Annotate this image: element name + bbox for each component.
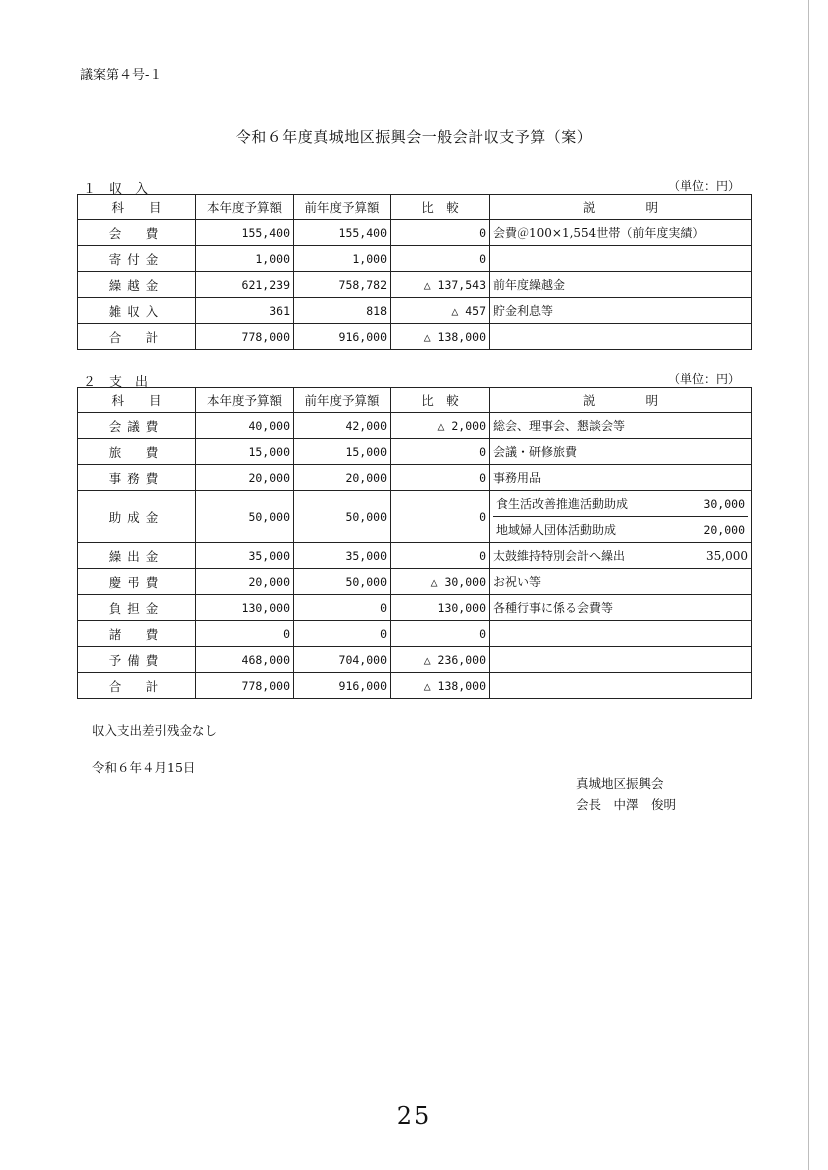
balance-remark: 収入支出差引残金なし	[92, 723, 218, 738]
row-item: 会議費	[78, 413, 196, 439]
row-diff: 0	[391, 439, 490, 465]
row-previous: 1,000	[294, 246, 391, 272]
header-diff: 比 較	[391, 195, 490, 220]
row-current: 20,000	[196, 465, 294, 491]
row-note	[490, 543, 752, 569]
expense-unit-label: （単位：円）	[667, 372, 740, 386]
row-previous: 0	[294, 595, 391, 621]
table-row	[78, 272, 752, 298]
table-row	[78, 621, 752, 647]
header-item: 科 目	[78, 388, 196, 413]
grant-note-text: 食生活改善推進活動助成	[496, 497, 629, 511]
row-note	[490, 491, 752, 543]
row-note-text: 太鼓維持特別会計へ繰出	[493, 549, 626, 563]
row-previous: 50,000	[294, 569, 391, 595]
row-item: 予備費	[78, 647, 196, 673]
table-row	[78, 246, 752, 272]
grant-note-amount: 30,000	[703, 496, 745, 511]
row-current: 15,000	[196, 439, 294, 465]
row-previous: 42,000	[294, 413, 391, 439]
row-item: 雑収入	[78, 298, 196, 324]
table-row	[78, 465, 752, 491]
header-previous: 前年度予算額	[294, 195, 391, 220]
income-unit-label: （単位：円）	[667, 179, 740, 193]
total-row	[78, 673, 752, 699]
row-previous: 916,000	[294, 673, 391, 699]
row-item: 会 費	[78, 220, 196, 246]
row-diff: △ 2,000	[391, 413, 490, 439]
grant-note-text: 地域婦人団体活動助成	[496, 523, 617, 537]
row-current: 35,000	[196, 543, 294, 569]
row-previous: 0	[294, 621, 391, 647]
row-previous: 15,000	[294, 439, 391, 465]
row-note: 前年度繰越金	[490, 272, 752, 298]
row-note	[490, 324, 752, 350]
row-note	[490, 647, 752, 673]
grant-note-amount: 20,000	[703, 522, 745, 537]
row-item: 助成金	[78, 491, 196, 543]
expense-header-row	[78, 388, 752, 413]
table-row	[78, 413, 752, 439]
row-diff: 0	[391, 543, 490, 569]
income-header-row	[78, 195, 752, 220]
row-current: 20,000	[196, 569, 294, 595]
page-number: 25	[396, 1102, 432, 1130]
header-current: 本年度予算額	[196, 388, 294, 413]
document-title: 令和６年度真城地区振興会一般会計収支予算（案）	[235, 128, 593, 146]
row-current: 1,000	[196, 246, 294, 272]
row-current: 778,000	[196, 324, 294, 350]
row-current: 361	[196, 298, 294, 324]
row-diff: △ 236,000	[391, 647, 490, 673]
row-note-amount: 35,000	[706, 548, 748, 563]
header-note: 説 明	[490, 388, 752, 413]
row-note	[490, 621, 752, 647]
row-item: 旅 費	[78, 439, 196, 465]
row-current: 468,000	[196, 647, 294, 673]
row-previous: 818	[294, 298, 391, 324]
row-previous: 35,000	[294, 543, 391, 569]
row-note	[490, 246, 752, 272]
table-row	[78, 595, 752, 621]
row-diff: △ 138,000	[391, 673, 490, 699]
row-current: 130,000	[196, 595, 294, 621]
income-section-label: １ 収 入	[83, 182, 149, 197]
row-current: 621,239	[196, 272, 294, 298]
header-previous: 前年度予算額	[294, 388, 391, 413]
row-diff: △ 457	[391, 298, 490, 324]
grant-note-line	[493, 516, 748, 542]
row-note: 会費＠100×1,554世帯（前年度実績）	[490, 220, 752, 246]
row-previous: 20,000	[294, 465, 391, 491]
row-note	[490, 673, 752, 699]
expense-table	[77, 387, 752, 699]
table-row	[78, 647, 752, 673]
row-previous: 155,400	[294, 220, 391, 246]
row-current: 778,000	[196, 673, 294, 699]
page-edge-line	[808, 0, 809, 1170]
income-table	[77, 194, 752, 350]
row-diff: 0	[391, 246, 490, 272]
row-diff: △ 30,000	[391, 569, 490, 595]
row-current: 0	[196, 621, 294, 647]
row-current: 40,000	[196, 413, 294, 439]
total-row	[78, 324, 752, 350]
row-diff: 0	[391, 491, 490, 543]
agenda-number: 議案第４号-１	[80, 68, 163, 83]
row-diff: 0	[391, 220, 490, 246]
row-note: お祝い等	[490, 569, 752, 595]
row-item: 合 計	[78, 673, 196, 699]
table-row	[78, 569, 752, 595]
row-item: 繰越金	[78, 272, 196, 298]
row-diff: 0	[391, 621, 490, 647]
row-item: 合 計	[78, 324, 196, 350]
row-item: 諸 費	[78, 621, 196, 647]
table-row	[78, 439, 752, 465]
row-diff: 0	[391, 465, 490, 491]
row-diff: △ 138,000	[391, 324, 490, 350]
header-note: 説 明	[490, 195, 752, 220]
row-item: 事務費	[78, 465, 196, 491]
organization-name: 真城地区振興会	[576, 776, 664, 791]
expense-section-label: ２ 支 出	[83, 375, 149, 390]
header-item: 科 目	[78, 195, 196, 220]
table-row	[78, 220, 752, 246]
row-diff: 130,000	[391, 595, 490, 621]
row-note: 各種行事に係る会費等	[490, 595, 752, 621]
row-item: 寄付金	[78, 246, 196, 272]
row-item: 負担金	[78, 595, 196, 621]
row-current: 155,400	[196, 220, 294, 246]
row-note: 貯金利息等	[490, 298, 752, 324]
header-diff: 比 較	[391, 388, 490, 413]
row-note: 会議・研修旅費	[490, 439, 752, 465]
row-previous: 50,000	[294, 491, 391, 543]
row-current: 50,000	[196, 491, 294, 543]
row-note: 総会、理事会、懇談会等	[490, 413, 752, 439]
row-previous: 758,782	[294, 272, 391, 298]
document-date: 令和６年４月15日	[92, 760, 196, 775]
header-current: 本年度予算額	[196, 195, 294, 220]
row-item: 慶弔費	[78, 569, 196, 595]
row-previous: 704,000	[294, 647, 391, 673]
table-row	[78, 543, 752, 569]
table-row	[78, 298, 752, 324]
grant-row	[78, 491, 752, 543]
row-note: 事務用品	[490, 465, 752, 491]
grant-note-line	[493, 491, 748, 516]
row-item: 繰出金	[78, 543, 196, 569]
row-diff: △ 137,543	[391, 272, 490, 298]
president-name: 会長 中澤 俊明	[576, 797, 677, 812]
row-previous: 916,000	[294, 324, 391, 350]
